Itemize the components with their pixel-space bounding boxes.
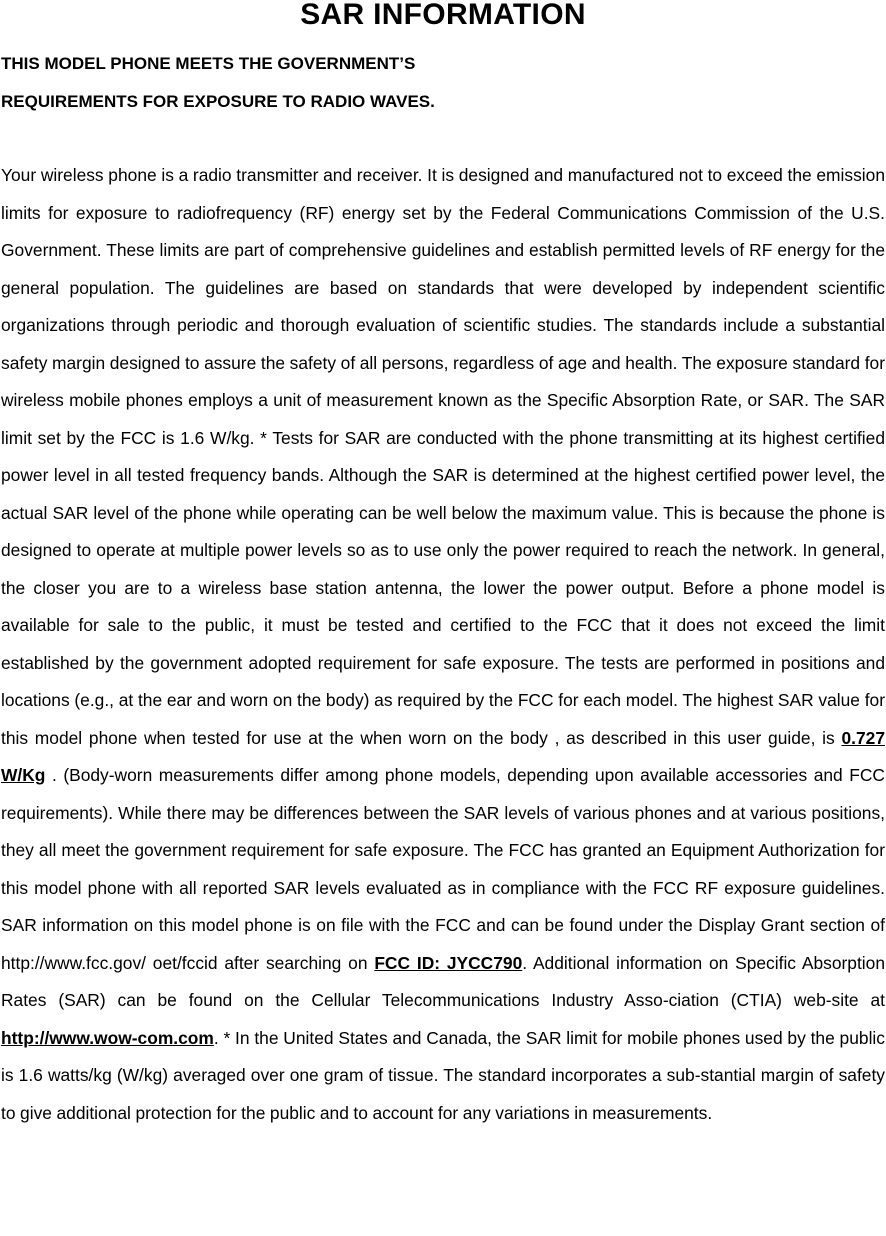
sar-value: 0.727 W/Kg (1, 727, 885, 785)
ctia-website-link[interactable]: http://www.wow-com.com (1, 1027, 214, 1048)
subheading-line-1: THIS MODEL PHONE MEETS THE GOVERNMENT’S (1, 54, 416, 73)
body-text-part-2: . (Body-worn measurements differ among phone models, depending upon available accessories and FCC requirements). While there may be differences between the SAR levels of various phones and at various positions, they all meet the government requirement for safe exposure. The FCC has granted an Equipment Authorization for this model phone with all reported SAR levels evaluated as in compliance with the FCC RF exposure guidelines. SAR information on this model phone is on file with the FCC and can be found under the Display Grant section of http://www.fcc.gov/ oet/fccid after searching on (1, 765, 885, 973)
compliance-subheading (1, 45, 885, 120)
body-text-part-4: . * In the United States and Canada, the SAR limit for mobile phones used by the public is 1.6 watts/kg (W/kg) averaged over one gram of tissue. The standard incorporates a sub-stantial margin of safety to give additional protection for the public and to account for any variations in measurements. (1, 1027, 885, 1123)
sar-body-paragraph (1, 157, 885, 1132)
fcc-id: FCC ID: JYCC790 (374, 952, 523, 973)
body-text-part-3: . Additional information on Specific Absorption Rates (SAR) can be found on the Cellular Telecommunications Industry Asso-ciation (CTIA) web-site at (1, 952, 885, 1010)
page-title: SAR INFORMATION (300, 0, 586, 31)
body-text-part-1: Your wireless phone is a radio transmitter and receiver. It is designed and manufactured not to exceed the emission limits for exposure to radiofrequency (RF) energy set by the Federal Communications Commission of the U.S. Government. These limits are part of comprehensive guidelines and establish permitted levels of RF energy for the general population. The guidelines are based on standards that were developed by independent scientific organizations through periodic and thorough evaluation of scientific studies. The standards include a substantial safety margin designed to assure the safety of all persons, regardless of age and health. The exposure standard for wireless mobile phones employs a unit of measurement known as the Specific Absorption Rate, or SAR. The SAR limit set by the FCC is 1.6 W/kg. * Tests for SAR are conducted with the phone transmitting at its highest certified power level in all tested frequency bands. Although the SAR is determined at the highest certified power level, the actual SAR level of the phone while operating can be well below the maximum value. This is because the phone is designed to operate at multiple power levels so as to use only the power required to reach the network. In general, the closer you are to a wireless base station antenna, the lower the power output. Before a phone model is available for sale to the public, it must be tested and certified to the FCC that it does not exceed the limit established by the government adopted requirement for safe exposure. The tests are performed in positions and locations (e.g., at the ear and worn on the body) as required by the FCC for each model. The highest SAR value for this model phone when tested for use at the when worn on the body , as described in this user guide, is (1, 165, 885, 748)
document-page (1, 0, 885, 1132)
subheading-line-2: REQUIREMENTS FOR EXPOSURE TO RADIO WAVES. (1, 91, 435, 111)
